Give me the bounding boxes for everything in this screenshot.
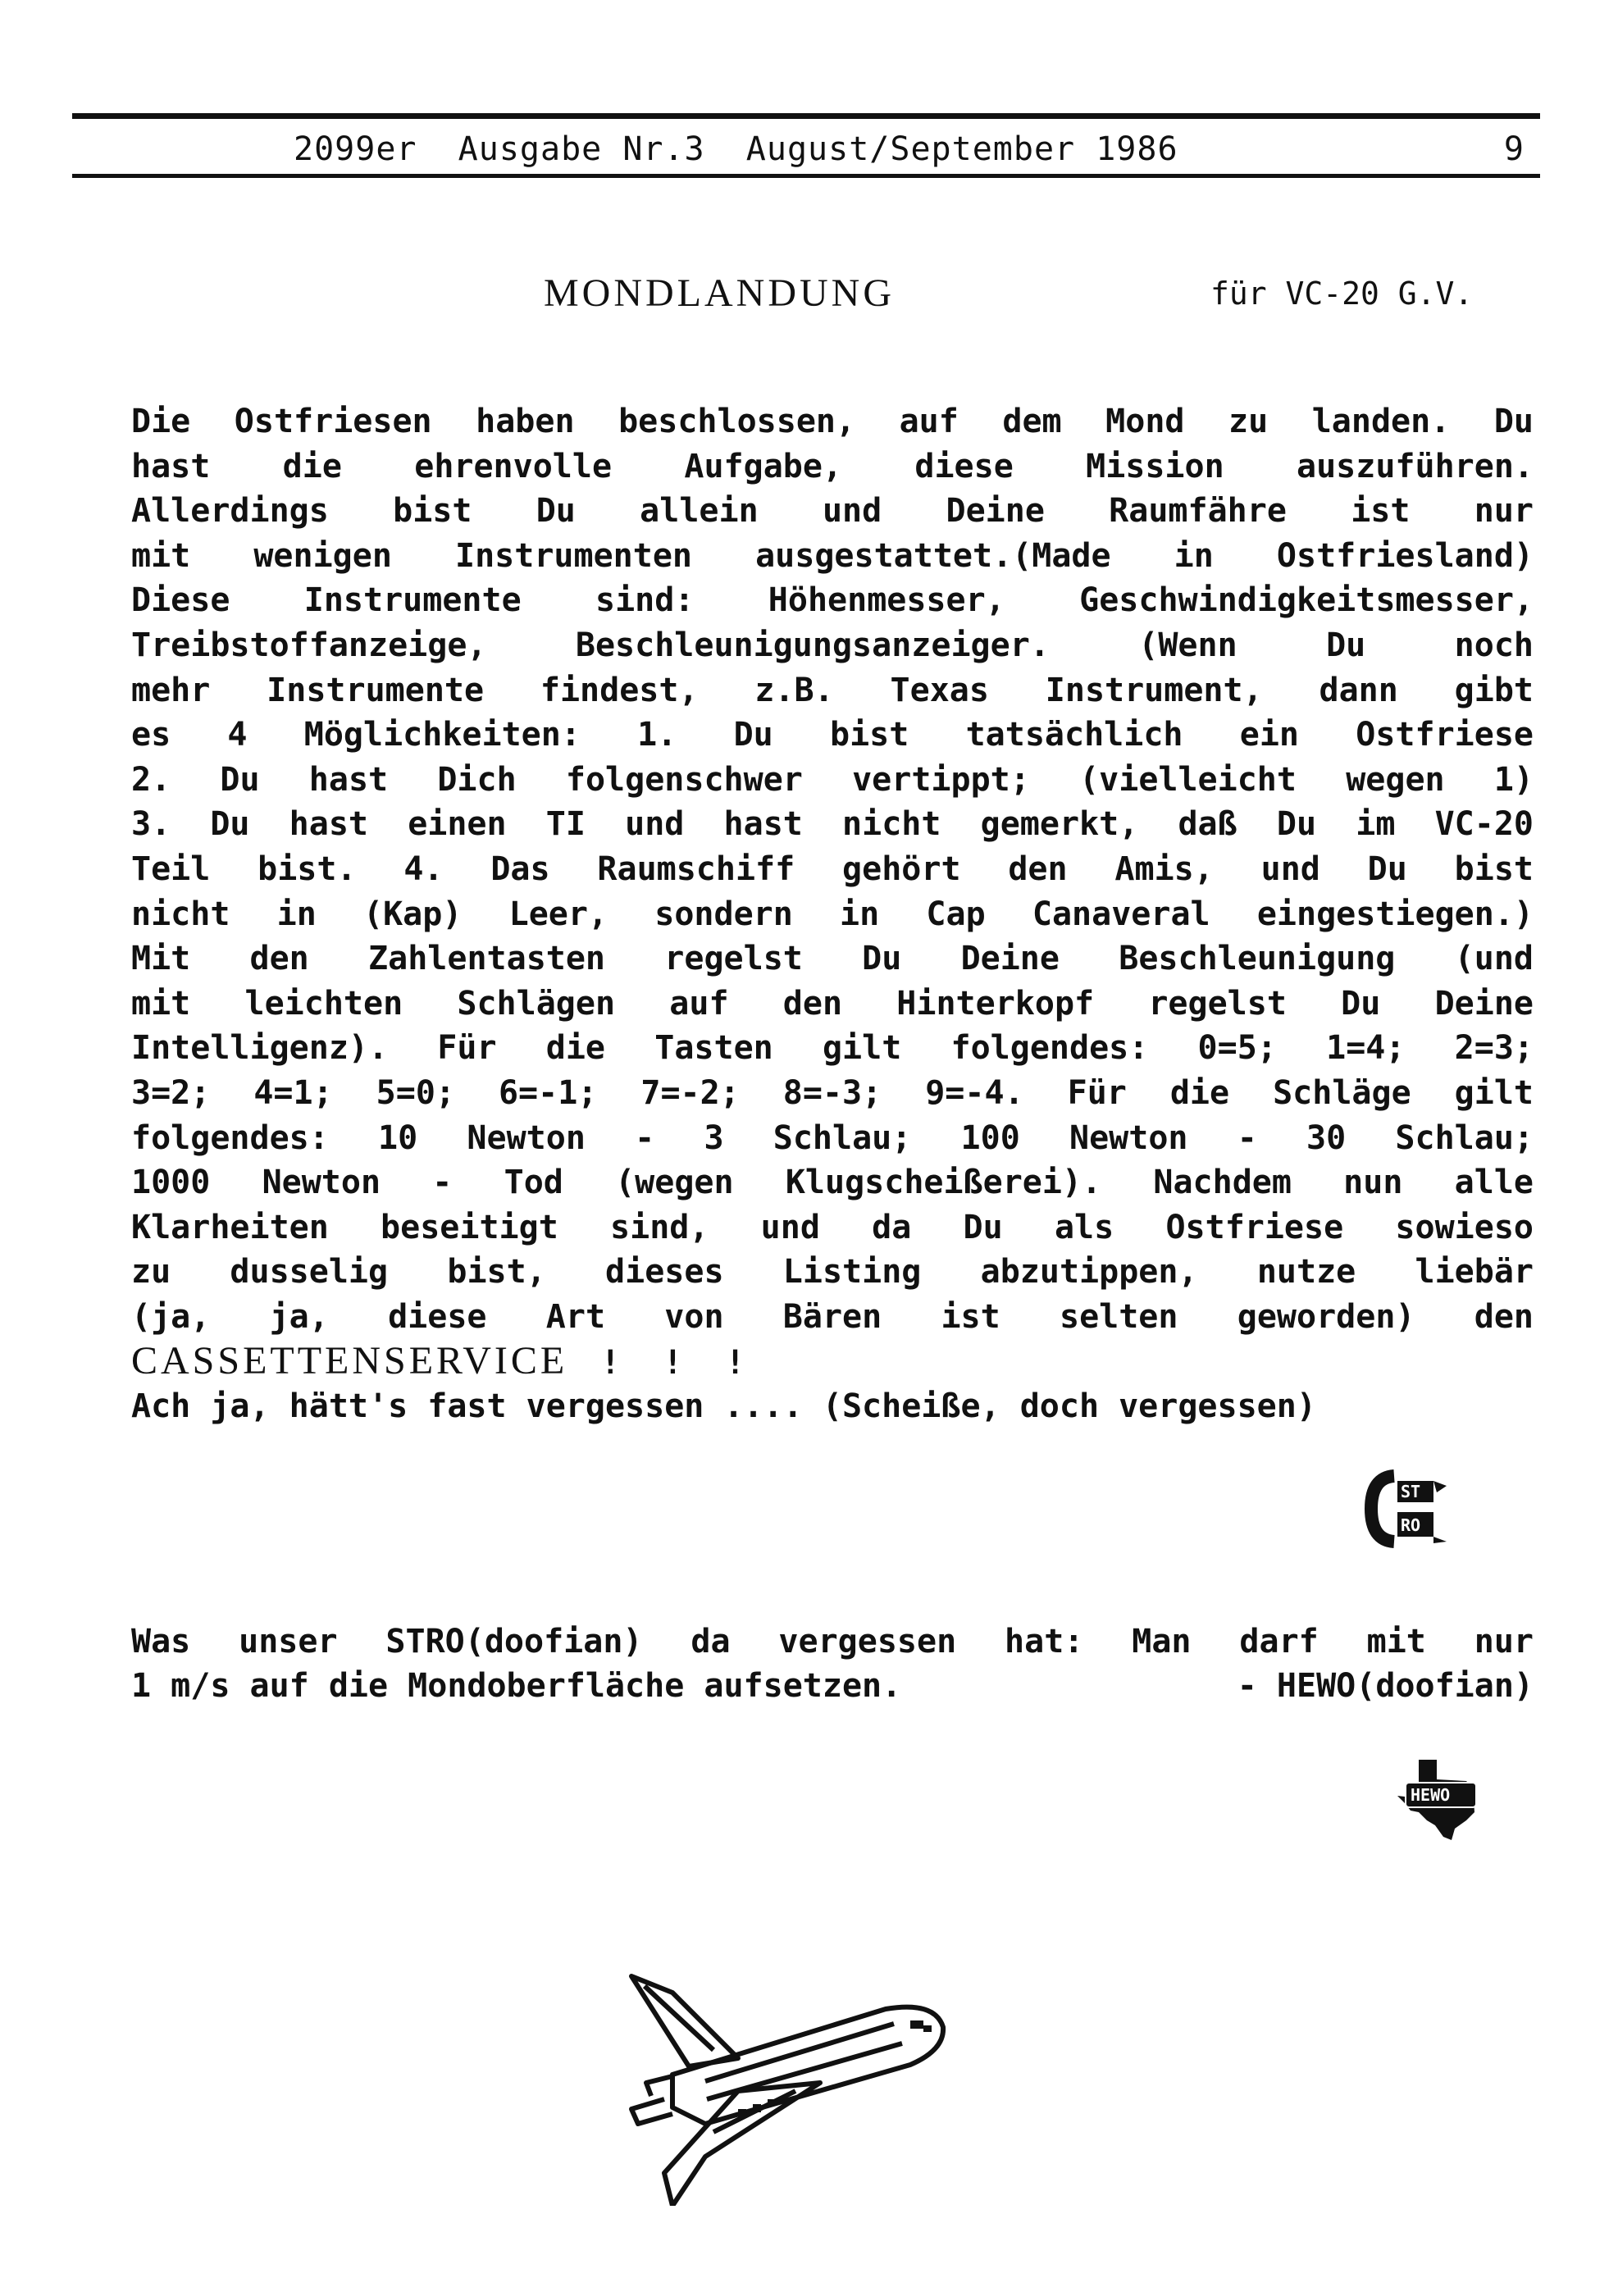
body-line: 1000 Newton - Tod (wegen Klugscheißerei). Nachdem nun alle [131, 1164, 1534, 1202]
body-line: Allerdings bist Du allein und Deine Raumfähre ist nur [131, 492, 1534, 531]
cassette-service-word: CASSETTENSERVICE [131, 1339, 568, 1383]
addendum [131, 1620, 1534, 1708]
article-subtitle: für VC-20 G.V. [1210, 276, 1474, 312]
body-line: Mit den Zahlentasten regelst Du Deine Beschleunigung (und [131, 940, 1534, 978]
body-line: (ja, ja, diese Art von Bären ist selten geworden) den [131, 1297, 1534, 1336]
stro-logo-bottom-text: RO [1401, 1515, 1421, 1535]
body-line: zu dusselig bist, dieses Listing abzutippen, nutze liebär [131, 1253, 1534, 1292]
body-line: hast die ehrenvolle Aufgabe, diese Mission auszuführen. [131, 447, 1534, 485]
hewo-logo [1394, 1755, 1493, 1845]
space-shuttle-icon [615, 1968, 959, 2206]
space-shuttle-illustration [615, 1968, 959, 2206]
body-line: Diese Instrumente sind: Höhenmesser, Geschwindigkeitsmesser, [131, 581, 1534, 620]
body-line: Die Ostfriesen haben beschlossen, auf dem Mond zu landen. Du [131, 403, 1534, 440]
addendum-signature: - HEWO(doofian) [1237, 1667, 1534, 1705]
body-line: Klarheiten beseitigt sind, und da Du als Ostfriese sowieso [131, 1208, 1534, 1246]
stro-logo-top-text: ST [1401, 1482, 1421, 1501]
body-line: mit leichten Schlägen auf den Hinterkopf regelst Du Deine [131, 984, 1534, 1023]
body-line: 3=2; 4=1; 5=0; 6=-1; 7=-2; 8=-3; 9=-4. Für die Schläge gilt [131, 1073, 1534, 1112]
body-line: mehr Instrumente findest, z.B. Texas Instrument, dann gibt [131, 671, 1534, 709]
body-line: 3. Du hast einen TI und hast nicht gemerkt, daß Du im VC-20 [131, 805, 1534, 844]
cassette-service-line [131, 1339, 1534, 1384]
article-title-row [72, 261, 1540, 326]
addendum-line: Was unser STRO(doofian) da vergessen hat: Man darf mit nur [131, 1623, 1534, 1660]
article-body [131, 399, 1534, 1429]
body-line: Teil bist. 4. Das Raumschiff gehört den Amis, und Du bist [131, 850, 1534, 888]
body-line: nicht in (Kap) Leer, sondern in Cap Canaveral eingestiegen.) [131, 895, 1534, 933]
stro-logo-icon [1361, 1468, 1460, 1550]
hewo-logo-text: HEWO [1411, 1785, 1451, 1805]
body-line: mit wenigen Instrumenten ausgestattet.(Made in Ostfriesland) [131, 536, 1534, 575]
addendum-text: 1 m/s auf die Mondoberfläche aufsetzen. [131, 1667, 902, 1705]
body-line: folgendes: 10 Newton - 3 Schlau; 100 Newton - 30 Schlau; [131, 1118, 1534, 1157]
header-top-rule [72, 113, 1540, 119]
exclamations: ! ! ! [600, 1344, 757, 1383]
header-bottom-rule [72, 174, 1540, 178]
body-line: Treibstoffanzeige, Beschleunigungsanzeiger. (Wenn Du noch [131, 626, 1534, 664]
texas-hewo-icon [1394, 1755, 1493, 1845]
closing-line: Ach ja, hätt's fast vergessen .... (Scheiße, doch vergessen) [131, 1387, 1316, 1426]
body-line: es 4 Möglichkeiten: 1. Du bist tatsächlich ein Ostfriese [131, 716, 1534, 754]
page-number: 9 [1503, 130, 1524, 168]
addendum-line [131, 1664, 1534, 1708]
body-line: 2. Du hast Dich folgenschwer vertippt; (vielleicht wegen 1) [131, 760, 1534, 799]
issue-info: 2099er Ausgabe Nr.3 August/September 1986 [294, 130, 1178, 168]
article-title: MONDLANDUNG [544, 271, 895, 315]
stro-logo [1361, 1468, 1460, 1550]
body-line: Intelligenz). Für die Tasten gilt folgendes: 0=5; 1=4; 2=3; [131, 1029, 1534, 1068]
running-header [72, 125, 1540, 174]
